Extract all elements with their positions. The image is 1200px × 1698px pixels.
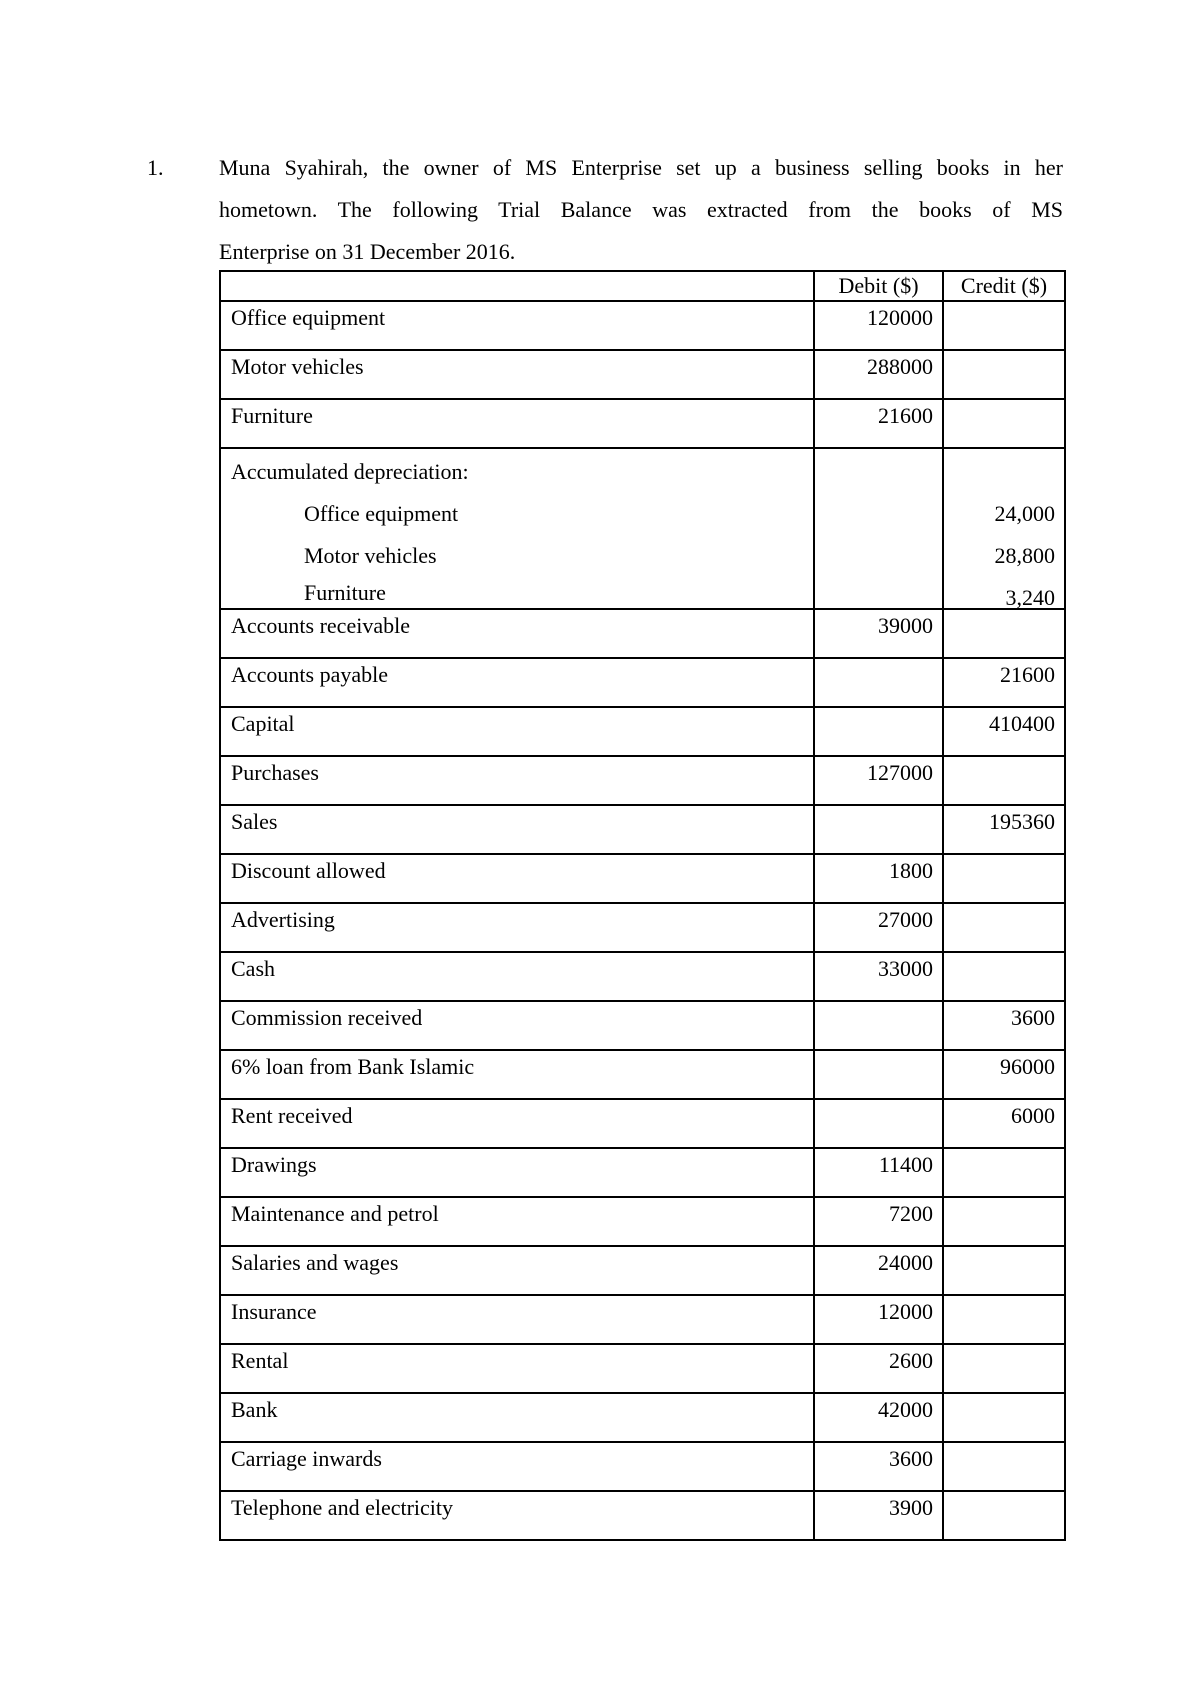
table-row-capital	[220, 707, 1065, 756]
question-line-3: Enterprise on 31 December 2016.	[219, 239, 516, 264]
cell-debit: 12000	[814, 1295, 943, 1344]
cell-debit	[814, 805, 943, 854]
table-row-maintenance-and-petrol	[220, 1197, 1065, 1246]
accumulated-item-office-equipment: Office equipment	[304, 501, 459, 526]
accumulated-credit-office-equipment: 24,000	[994, 501, 1055, 526]
cell-debit	[814, 1099, 943, 1148]
cell-credit	[943, 609, 1065, 658]
table-row-furniture	[220, 399, 1065, 448]
credit-spacer	[944, 451, 1055, 493]
cell-credit: 21600	[943, 658, 1065, 707]
header-account	[220, 271, 814, 301]
cell-credit: 6000	[943, 1099, 1065, 1148]
table-row-bank	[220, 1393, 1065, 1442]
table-row-office-equipment	[220, 301, 1065, 350]
accumulated-item-motor-vehicles: Motor vehicles	[304, 543, 437, 568]
cell-credit	[943, 1393, 1065, 1442]
cell-account: Carriage inwards	[220, 1442, 814, 1491]
cell-credit: 195360	[943, 805, 1065, 854]
cell-account: Salaries and wages	[220, 1246, 814, 1295]
cell-account: Advertising	[220, 903, 814, 952]
table-header-row	[220, 271, 1065, 301]
table-row-rent-received	[220, 1099, 1065, 1148]
cell-debit: 3600	[814, 1442, 943, 1491]
cell-credit	[943, 1197, 1065, 1246]
cell-debit: 39000	[814, 609, 943, 658]
cell-account: Maintenance and petrol	[220, 1197, 814, 1246]
table-row-discount-allowed	[220, 854, 1065, 903]
cell-credit	[943, 1148, 1065, 1197]
cell-debit: 3900	[814, 1491, 943, 1540]
table-row-salaries-and-wages	[220, 1246, 1065, 1295]
cell-debit	[814, 1050, 943, 1099]
cell-debit: 11400	[814, 1148, 943, 1197]
cell-credit	[943, 952, 1065, 1001]
cell-account: Drawings	[220, 1148, 814, 1197]
cell-account: Telephone and electricity	[220, 1491, 814, 1540]
cell-account: Accounts receivable	[220, 609, 814, 658]
cell-account: Rent received	[220, 1099, 814, 1148]
header-credit: Credit ($)	[943, 271, 1065, 301]
cell-credit	[943, 350, 1065, 399]
cell-debit: 120000	[814, 301, 943, 350]
question-text	[219, 147, 1063, 273]
cell-account: Purchases	[220, 756, 814, 805]
cell-credit: 96000	[943, 1050, 1065, 1099]
cell-credit	[943, 1295, 1065, 1344]
cell-account: Capital	[220, 707, 814, 756]
table-row-rental	[220, 1344, 1065, 1393]
cell-credit	[943, 1442, 1065, 1491]
trial-balance-table	[219, 270, 1066, 1541]
cell-debit: 42000	[814, 1393, 943, 1442]
cell-credit: 3600	[943, 1001, 1065, 1050]
table-row-telephone-and-electricity	[220, 1491, 1065, 1540]
cell-debit: 33000	[814, 952, 943, 1001]
cell-credit	[943, 854, 1065, 903]
cell-credit: 410400	[943, 707, 1065, 756]
cell-credit	[943, 903, 1065, 952]
accumulated-credit-furniture: 3,240	[1005, 585, 1055, 610]
cell-account	[220, 448, 814, 609]
cell-credit	[943, 1246, 1065, 1295]
cell-debit	[814, 1001, 943, 1050]
cell-debit: 7200	[814, 1197, 943, 1246]
table-row-carriage-inwards	[220, 1442, 1065, 1491]
cell-credit	[943, 301, 1065, 350]
cell-account: Discount allowed	[220, 854, 814, 903]
table-row-accumulated-depreciation	[220, 448, 1065, 609]
table-row-purchases	[220, 756, 1065, 805]
cell-debit	[814, 658, 943, 707]
cell-debit: 27000	[814, 903, 943, 952]
cell-account: Insurance	[220, 1295, 814, 1344]
table-row-accounts-payable	[220, 658, 1065, 707]
question-line-2: hometown. The following Trial Balance was extracted from the books of MS	[219, 197, 1063, 222]
cell-credit	[943, 399, 1065, 448]
accumulated-heading: Accumulated depreciation:	[231, 459, 469, 484]
table-row-cash	[220, 952, 1065, 1001]
cell-account: Cash	[220, 952, 814, 1001]
accumulated-credit-motor-vehicles: 28,800	[994, 543, 1055, 568]
table-row-6-loan-from-bank-islamic	[220, 1050, 1065, 1099]
cell-account: Motor vehicles	[220, 350, 814, 399]
accumulated-item-furniture: Furniture	[304, 580, 386, 605]
cell-debit: 24000	[814, 1246, 943, 1295]
cell-account: Bank	[220, 1393, 814, 1442]
table-row-accounts-receivable	[220, 609, 1065, 658]
table-row-advertising	[220, 903, 1065, 952]
cell-account: Rental	[220, 1344, 814, 1393]
cell-account: 6% loan from Bank Islamic	[220, 1050, 814, 1099]
cell-debit: 127000	[814, 756, 943, 805]
cell-account: Commission received	[220, 1001, 814, 1050]
question-line-1: Muna Syahirah, the owner of MS Enterprise set up a business selling books in her	[219, 155, 1063, 180]
cell-account: Accounts payable	[220, 658, 814, 707]
cell-account: Sales	[220, 805, 814, 854]
header-debit: Debit ($)	[814, 271, 943, 301]
cell-credit	[943, 1344, 1065, 1393]
table-row-sales	[220, 805, 1065, 854]
cell-debit: 21600	[814, 399, 943, 448]
cell-account: Office equipment	[220, 301, 814, 350]
table-row-drawings	[220, 1148, 1065, 1197]
question-number: 1.	[147, 155, 164, 180]
cell-credit	[943, 1491, 1065, 1540]
table-row-motor-vehicles	[220, 350, 1065, 399]
cell-debit: 288000	[814, 350, 943, 399]
cell-debit	[814, 707, 943, 756]
table-row-commission-received	[220, 1001, 1065, 1050]
cell-debit: 2600	[814, 1344, 943, 1393]
cell-account: Furniture	[220, 399, 814, 448]
table-row-insurance	[220, 1295, 1065, 1344]
cell-credit	[943, 756, 1065, 805]
cell-debit: 1800	[814, 854, 943, 903]
cell-credit	[943, 448, 1065, 609]
cell-debit	[814, 448, 943, 609]
